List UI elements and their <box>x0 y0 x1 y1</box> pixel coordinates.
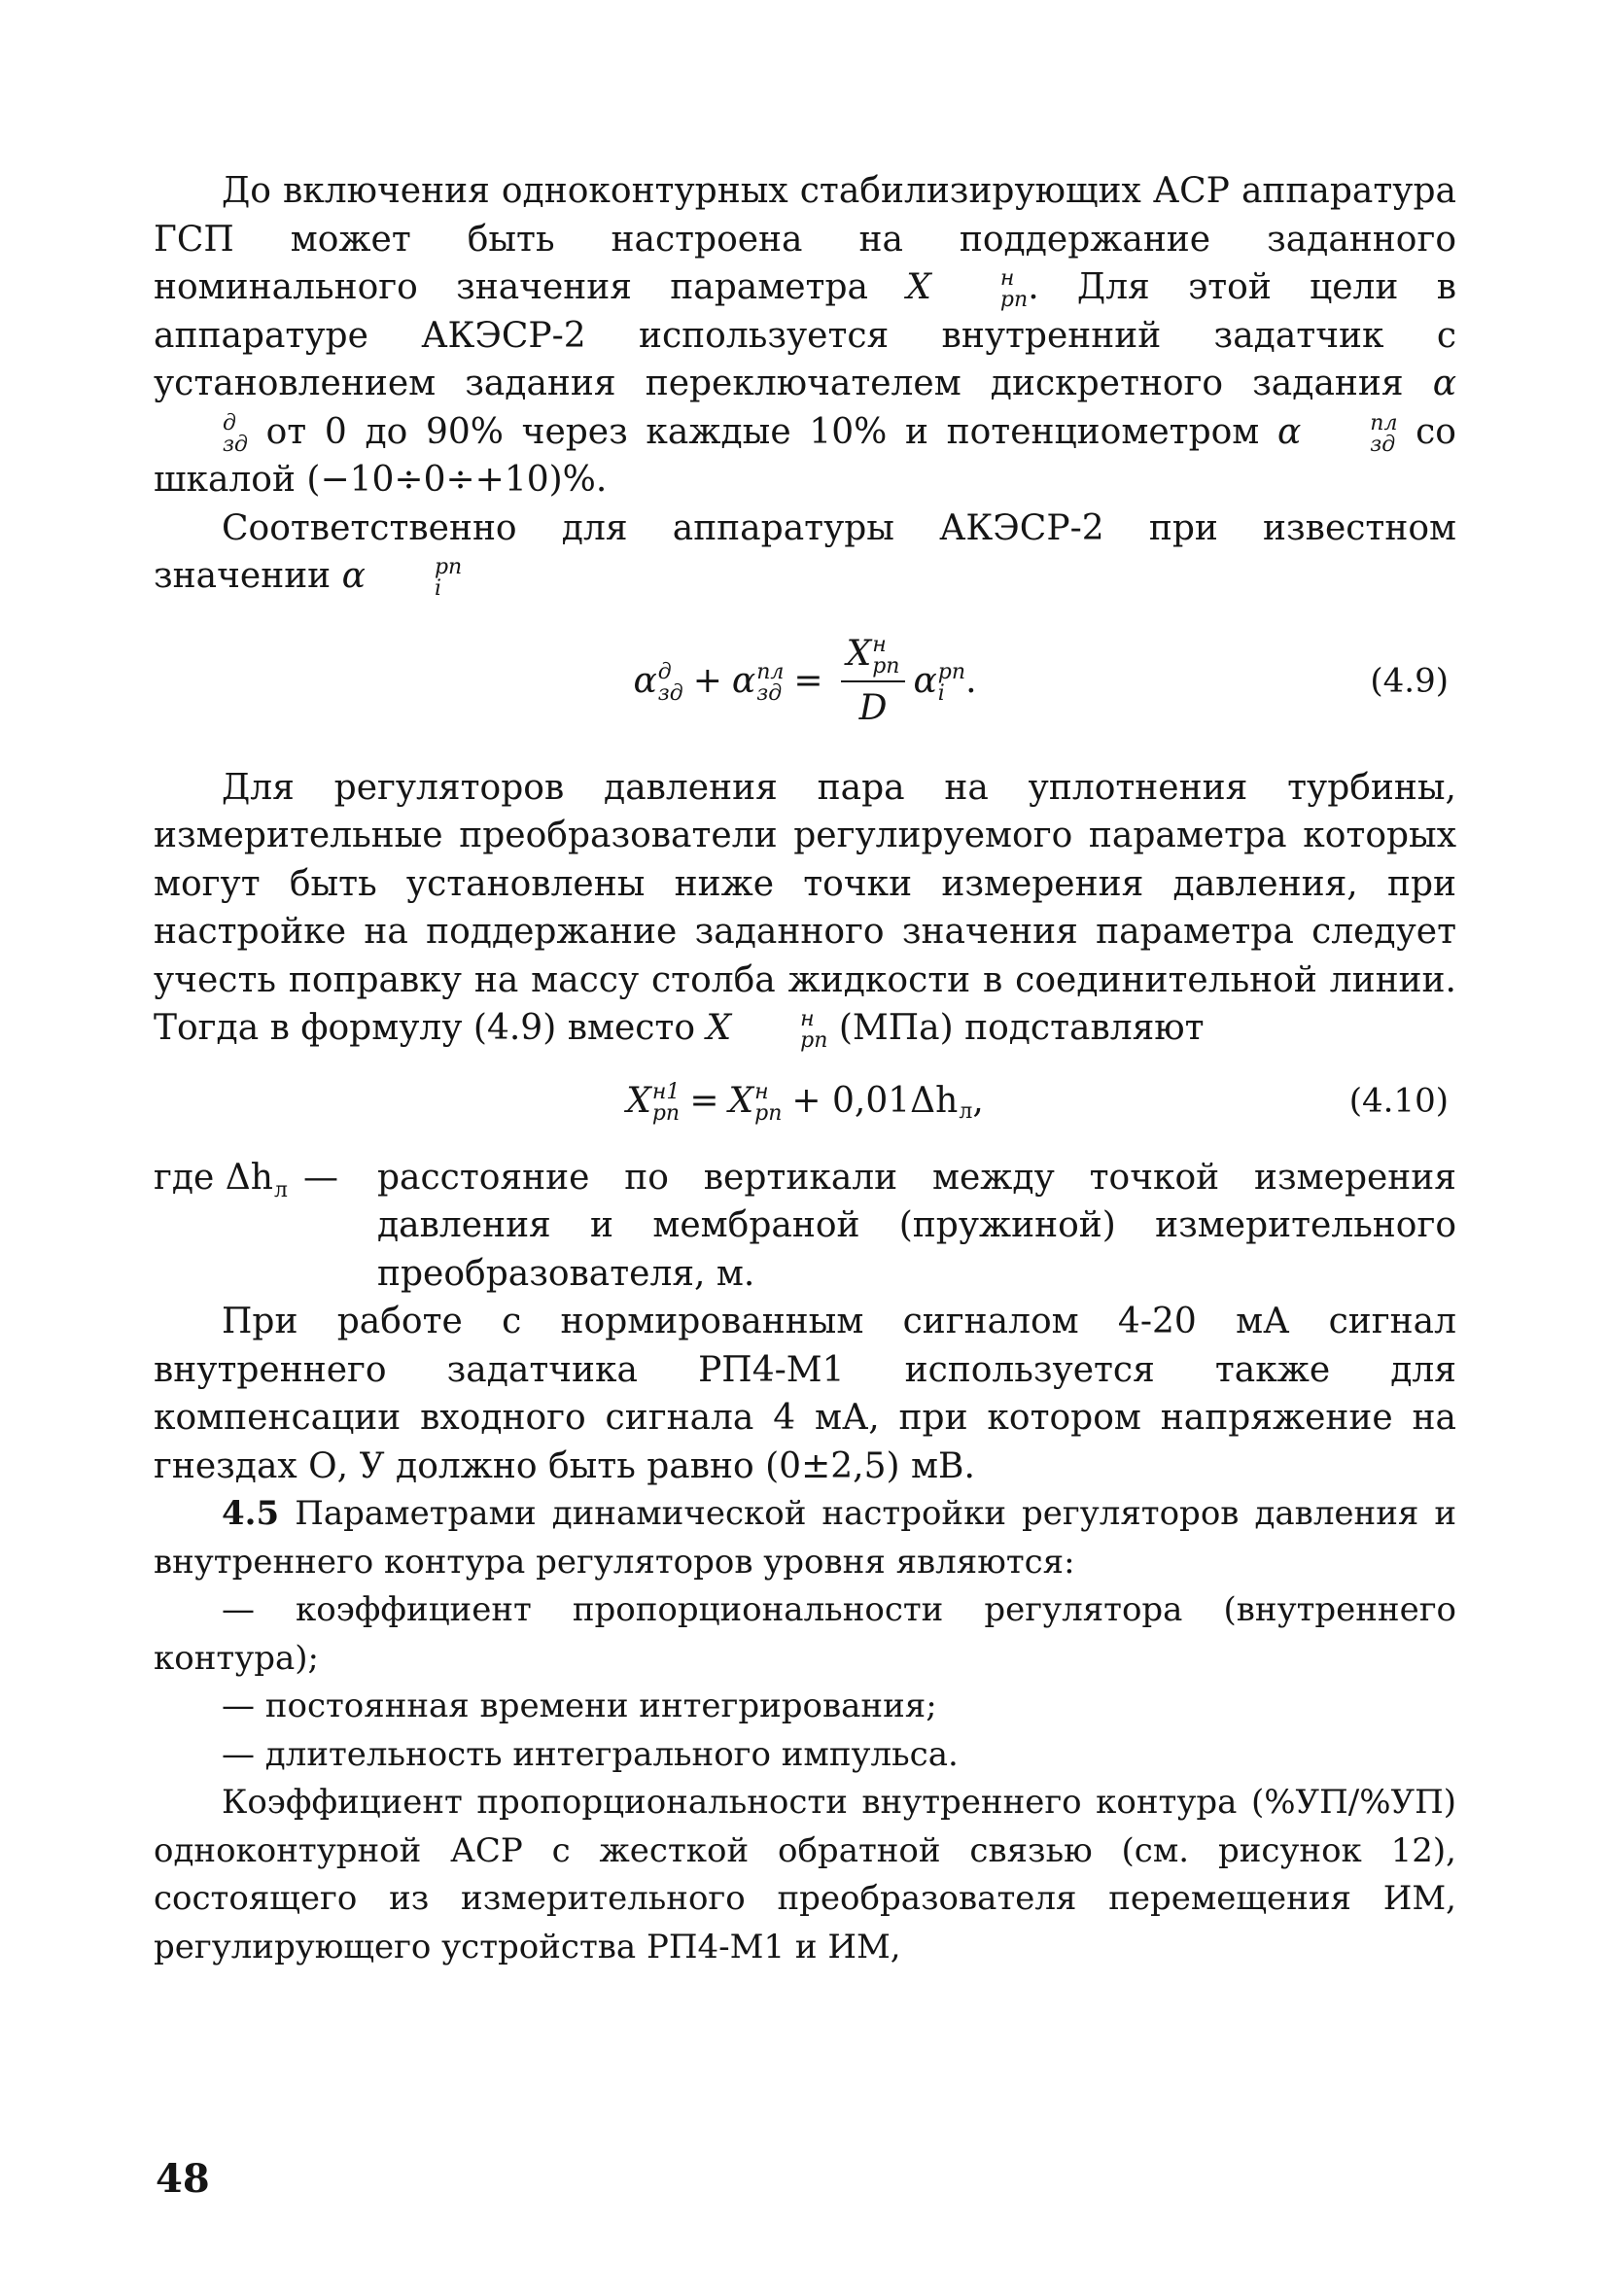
paragraph-pressure-regulators <box>154 764 1456 1053</box>
fraction: X н рп D <box>841 630 906 732</box>
page-number: 48 <box>156 2156 210 2202</box>
section-number: 4.5 <box>222 1494 280 1533</box>
paragraph-normalized-signal: При работе с нормированным сигналом 4-20 мА сигнал внутреннего задатчика РП4-М1 используется также для компенсации входного сигнала 4 мА, при котором напряжение на гнездах О, У должно быть равно (0±2,5) мВ. <box>154 1302 1456 1486</box>
list-item: — длительность интегрального импульса. <box>222 1734 959 1774</box>
paragraph-text: Параметрами динамической настройки регуляторов давления и внутреннего контура регуляторов уровня являются: <box>154 1494 1457 1582</box>
formula-expression: X н1 рп = X н рп + 0,01Δh л , <box>626 1079 984 1126</box>
paragraph-proportionality: Коэффициент пропорциональности внутреннего контура (%УП/%УП) одноконтурной АСР с жесткой обратной связью (см. рисунок 12), состоящего из измерительного преобразователя перемещения ИМ, регулирующего устройства РП4-М1 и ИМ, <box>154 1783 1456 1966</box>
paragraph-text: . Для этой цели в аппаратуре АКЭСР-2 используется внутренний задатчик с установлением задания переключателем дискретного задания <box>154 267 1456 403</box>
symbol-alpha-i-rp: α рп i <box>341 555 463 601</box>
symbol-x-rp-nominal: X н рп <box>906 266 1029 312</box>
formula-4-9 <box>154 609 1456 754</box>
paragraph-text: со шкалой (−10÷0÷+10)%. <box>154 411 1456 500</box>
page-body <box>154 167 1456 1971</box>
symbol-alpha-zd-pl: α пл зд <box>1276 410 1398 457</box>
paragraph-text: Для регуляторов давления пара на уплотнения турбины, измерительные преобразователи регулируемого параметра которых могут быть установлены ниже точки измерения давления, при настройке на поддержание заданного значения параметра следует учесть поправку на массу столба жидкости в соединительной линии. Тогда в формулу (4.9) вместо <box>154 767 1456 1048</box>
where-clause <box>154 1154 1456 1299</box>
paragraph-text: До включения одноконтурных стабилизирующих АСР аппаратура ГСП может быть настроена на поддержание заданного номинального значения параметра <box>154 171 1456 307</box>
paragraph-text: Соответственно для аппаратуры АКЭСР-2 при известном значении <box>154 507 1456 596</box>
where-label: где Δh л — <box>154 1157 338 1202</box>
symbol-x-rp-nominal: X н рп <box>706 1007 828 1053</box>
list-item: — постоянная времени интегрирования; <box>222 1687 937 1725</box>
paragraph-section-4-5 <box>154 1490 1456 1586</box>
list-item: — коэффициент пропорциональности регулятора (внутреннего контура); <box>154 1590 1456 1678</box>
paragraph-text: от 0 до 90% через каждые 10% и потенциометром <box>265 411 1260 452</box>
paragraph-intro <box>154 167 1456 504</box>
equation-number: (4.10) <box>1348 1080 1449 1120</box>
paragraph-akesr <box>154 504 1456 601</box>
equation-number: (4.9) <box>1370 660 1449 700</box>
symbol-alpha-zd-d: α д зд <box>223 364 1456 457</box>
where-definition: расстояние по вертикали между точкой измерения давления и мембраной (пружиной) измерительного преобразователя, м. <box>377 1157 1456 1294</box>
paragraph-text: (МПа) подставляют <box>838 1008 1205 1048</box>
formula-expression: α д зд + α пл зд = X н рп D α рп i . <box>154 609 1456 754</box>
formula-4-10 <box>154 1057 1456 1146</box>
